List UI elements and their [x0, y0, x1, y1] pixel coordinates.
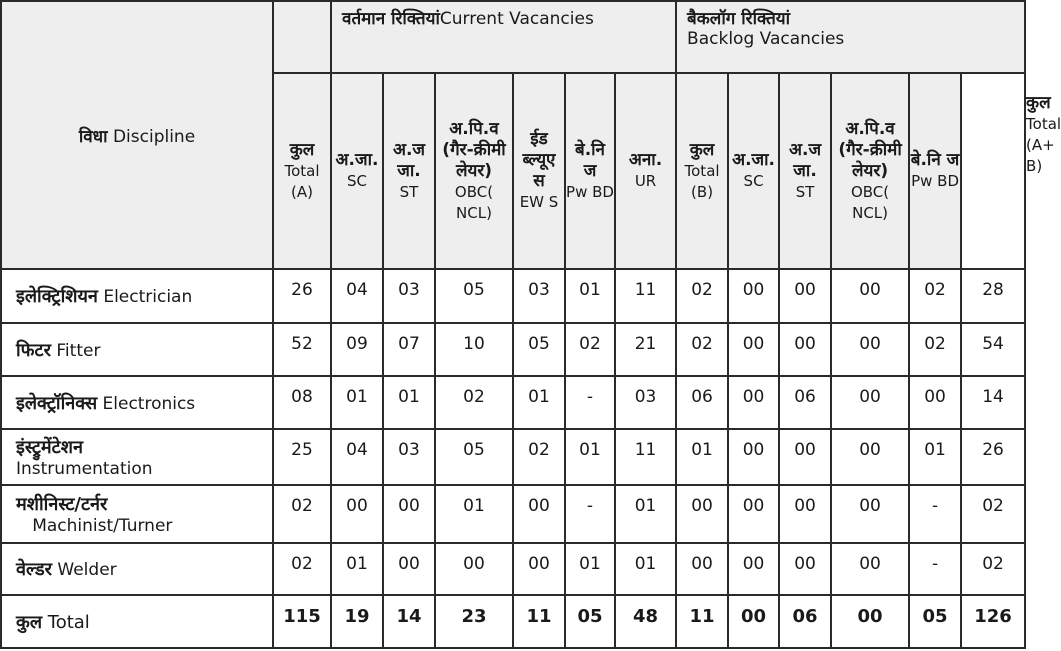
grand-total-en: Total (A+ B) — [1026, 115, 1061, 175]
row-label — [1, 269, 273, 323]
cell: 01 — [615, 543, 676, 595]
grand-total-hi: कुल — [1026, 93, 1051, 113]
current-vacancies-header — [331, 1, 676, 73]
cell: 00 — [513, 485, 565, 543]
cell: 01 — [383, 376, 435, 429]
row-label — [1, 485, 273, 543]
cell: 01 — [676, 429, 728, 485]
total-cell: 126 — [961, 595, 1025, 648]
total-cell: 06 — [779, 595, 831, 648]
col-ews-hi: ईड ब्ल्यूए स — [522, 129, 556, 191]
cell: 01 — [565, 269, 615, 323]
cell: - — [909, 543, 961, 595]
cell: 00 — [435, 543, 513, 595]
corner-blank — [273, 1, 331, 73]
cell: 00 — [779, 323, 831, 376]
cell: 00 — [831, 429, 909, 485]
cell: 00 — [728, 376, 779, 429]
table-row — [1, 485, 1025, 543]
total-label-en: Total — [47, 611, 90, 633]
col-ur-en: UR — [634, 172, 657, 190]
cell: 02 — [513, 429, 565, 485]
col-backlog-st-hi: अ.ज जा. — [789, 139, 822, 181]
row-label — [1, 543, 273, 595]
cell: 01 — [565, 429, 615, 485]
cell: 11 — [615, 429, 676, 485]
total-label — [1, 595, 273, 648]
cell: 00 — [779, 269, 831, 323]
col-ews-en: EW S — [519, 193, 559, 211]
table-row — [1, 269, 1025, 323]
col-backlog-pwbd-en: Pw BD — [911, 172, 960, 190]
row-label-en: Electronics — [102, 393, 196, 414]
cell: 05 — [513, 323, 565, 376]
col-st-hi: अ.ज जा. — [392, 139, 426, 181]
total-cell: 00 — [831, 595, 909, 648]
cell: 02 — [961, 543, 1025, 595]
row-label-en: Instrumentation — [16, 459, 153, 479]
cell: 02 — [909, 269, 961, 323]
cell: 09 — [331, 323, 383, 376]
cell: 00 — [831, 269, 909, 323]
total-cell: 05 — [909, 595, 961, 648]
cell: - — [909, 485, 961, 543]
col-total-a — [273, 73, 331, 269]
cell: 25 — [273, 429, 331, 485]
cell: 00 — [779, 543, 831, 595]
cell: 02 — [961, 485, 1025, 543]
table-row — [1, 543, 1025, 595]
total-cell: 05 — [565, 595, 615, 648]
cell: 06 — [779, 376, 831, 429]
col-pwbd-hi: बे.नि ज — [574, 139, 605, 181]
cell: 01 — [615, 485, 676, 543]
current-header-hi: वर्तमान रिक्तियां — [342, 9, 440, 29]
col-pwbd-en: Pw BD — [566, 182, 614, 201]
col-backlog-pwbd — [909, 73, 961, 269]
cell: 14 — [961, 376, 1025, 429]
total-cell: 14 — [383, 595, 435, 648]
backlog-vacancies-header — [676, 1, 1025, 73]
cell: 00 — [831, 543, 909, 595]
cell: 00 — [779, 485, 831, 543]
cell: - — [565, 485, 615, 543]
col-obc-en: OBC( NCL) — [454, 182, 494, 222]
cell: 00 — [831, 323, 909, 376]
col-backlog-st-en: ST — [795, 182, 815, 201]
row-label — [1, 323, 273, 376]
col-backlog-obc-en: OBC( NCL) — [850, 182, 890, 222]
total-cell: 00 — [728, 595, 779, 648]
row-label — [1, 429, 273, 485]
cell: 02 — [565, 323, 615, 376]
col-backlog-obc-hi: अ.पि.व (गैर-क्रीमी लेयर) — [838, 118, 902, 181]
cell: 00 — [728, 543, 779, 595]
row-label-hi: इलेक्ट्रॉनिक्स — [16, 392, 98, 414]
total-cell: 11 — [513, 595, 565, 648]
col-pwbd — [565, 73, 615, 269]
cell: 00 — [728, 323, 779, 376]
col-total-b-hi: कुल — [689, 139, 715, 160]
col-obc — [435, 73, 513, 269]
cell: 00 — [779, 429, 831, 485]
backlog-header-en: Backlog Vacancies — [687, 29, 845, 49]
cell: 07 — [383, 323, 435, 376]
cell: 01 — [909, 429, 961, 485]
total-cell: 19 — [331, 595, 383, 648]
col-backlog-sc-hi: अ.जा. — [732, 150, 775, 170]
cell: 01 — [331, 376, 383, 429]
cell: 00 — [728, 429, 779, 485]
cell: 00 — [831, 376, 909, 429]
col-sc-en: SC — [347, 172, 367, 190]
cell: 26 — [961, 429, 1025, 485]
total-cell: 23 — [435, 595, 513, 648]
discipline-header — [1, 1, 273, 269]
row-label-hi: इलेक्ट्रिशियन — [16, 286, 98, 307]
row-label-hi: मशीनिस्ट/टर्नर — [16, 494, 108, 515]
cell: 02 — [676, 269, 728, 323]
col-total-b-en: Total (B) — [684, 161, 720, 201]
cell: 00 — [831, 485, 909, 543]
cell: 02 — [676, 323, 728, 376]
total-cell: 11 — [676, 595, 728, 648]
total-label-hi: कुल — [16, 611, 43, 633]
cell: 03 — [513, 269, 565, 323]
row-label-hi: फिटर — [16, 339, 51, 361]
row-label-en: Fitter — [56, 340, 101, 361]
cell: 00 — [383, 543, 435, 595]
cell: 03 — [615, 376, 676, 429]
col-ews — [513, 73, 565, 269]
cell: 04 — [331, 429, 383, 485]
cell: 05 — [435, 269, 513, 323]
col-sc-hi: अ.जा. — [335, 150, 379, 170]
row-label-hi: वेल्डर — [16, 559, 52, 580]
col-backlog-pwbd-hi: बे.नि ज — [910, 150, 960, 170]
col-obc-hi: अ.पि.व (गैर-क्रीमी लेयर) — [442, 118, 506, 181]
cell: 10 — [435, 323, 513, 376]
row-label-en: Welder — [57, 560, 117, 580]
cell: 00 — [383, 485, 435, 543]
total-cell: 48 — [615, 595, 676, 648]
table-row — [1, 429, 1025, 485]
cell: 02 — [273, 485, 331, 543]
discipline-header-hi: विधा — [78, 126, 108, 147]
cell: 00 — [909, 376, 961, 429]
cell: 00 — [676, 485, 728, 543]
cell: 02 — [909, 323, 961, 376]
cell: 01 — [513, 376, 565, 429]
col-backlog-sc — [728, 73, 779, 269]
row-label-en: Electrician — [103, 287, 193, 307]
total-row — [1, 595, 1025, 648]
cell: 28 — [961, 269, 1025, 323]
cell: 26 — [273, 269, 331, 323]
col-total-a-hi: कुल — [289, 139, 315, 160]
col-st — [383, 73, 435, 269]
cell: 02 — [435, 376, 513, 429]
row-label — [1, 376, 273, 429]
col-backlog-st — [779, 73, 831, 269]
cell: 03 — [383, 269, 435, 323]
cell: 08 — [273, 376, 331, 429]
cell: 02 — [273, 543, 331, 595]
cell: 01 — [331, 543, 383, 595]
cell: 52 — [273, 323, 331, 376]
col-ur-hi: अना. — [628, 150, 663, 170]
col-sc — [331, 73, 383, 269]
col-total-b — [676, 73, 728, 269]
col-backlog-obc — [831, 73, 909, 269]
discipline-header-en: Discipline — [112, 126, 196, 147]
cell: 00 — [676, 543, 728, 595]
row-label-hi: इंस्ट्रुमेंटेशन — [16, 437, 83, 458]
cell: 06 — [676, 376, 728, 429]
cell: 00 — [513, 543, 565, 595]
cell: 04 — [331, 269, 383, 323]
cell: 11 — [615, 269, 676, 323]
cell: 54 — [961, 323, 1025, 376]
cell: - — [565, 376, 615, 429]
cell: 00 — [728, 269, 779, 323]
cell: 01 — [435, 485, 513, 543]
table-row — [1, 323, 1025, 376]
table-row — [1, 376, 1025, 429]
cell: 21 — [615, 323, 676, 376]
col-ur — [615, 73, 676, 269]
current-header-en: Current Vacancies — [439, 9, 594, 29]
cell: 03 — [383, 429, 435, 485]
col-st-en: ST — [399, 182, 419, 201]
backlog-header-hi: बैकलॉग रिक्तियां — [687, 9, 791, 29]
cell: 01 — [565, 543, 615, 595]
total-cell: 115 — [273, 595, 331, 648]
col-backlog-sc-en: SC — [743, 172, 764, 190]
cell: 00 — [728, 485, 779, 543]
cell: 00 — [331, 485, 383, 543]
row-label-en: Machinist/Turner — [32, 516, 173, 536]
col-total-a-en: Total (A) — [284, 161, 320, 201]
cell: 05 — [435, 429, 513, 485]
